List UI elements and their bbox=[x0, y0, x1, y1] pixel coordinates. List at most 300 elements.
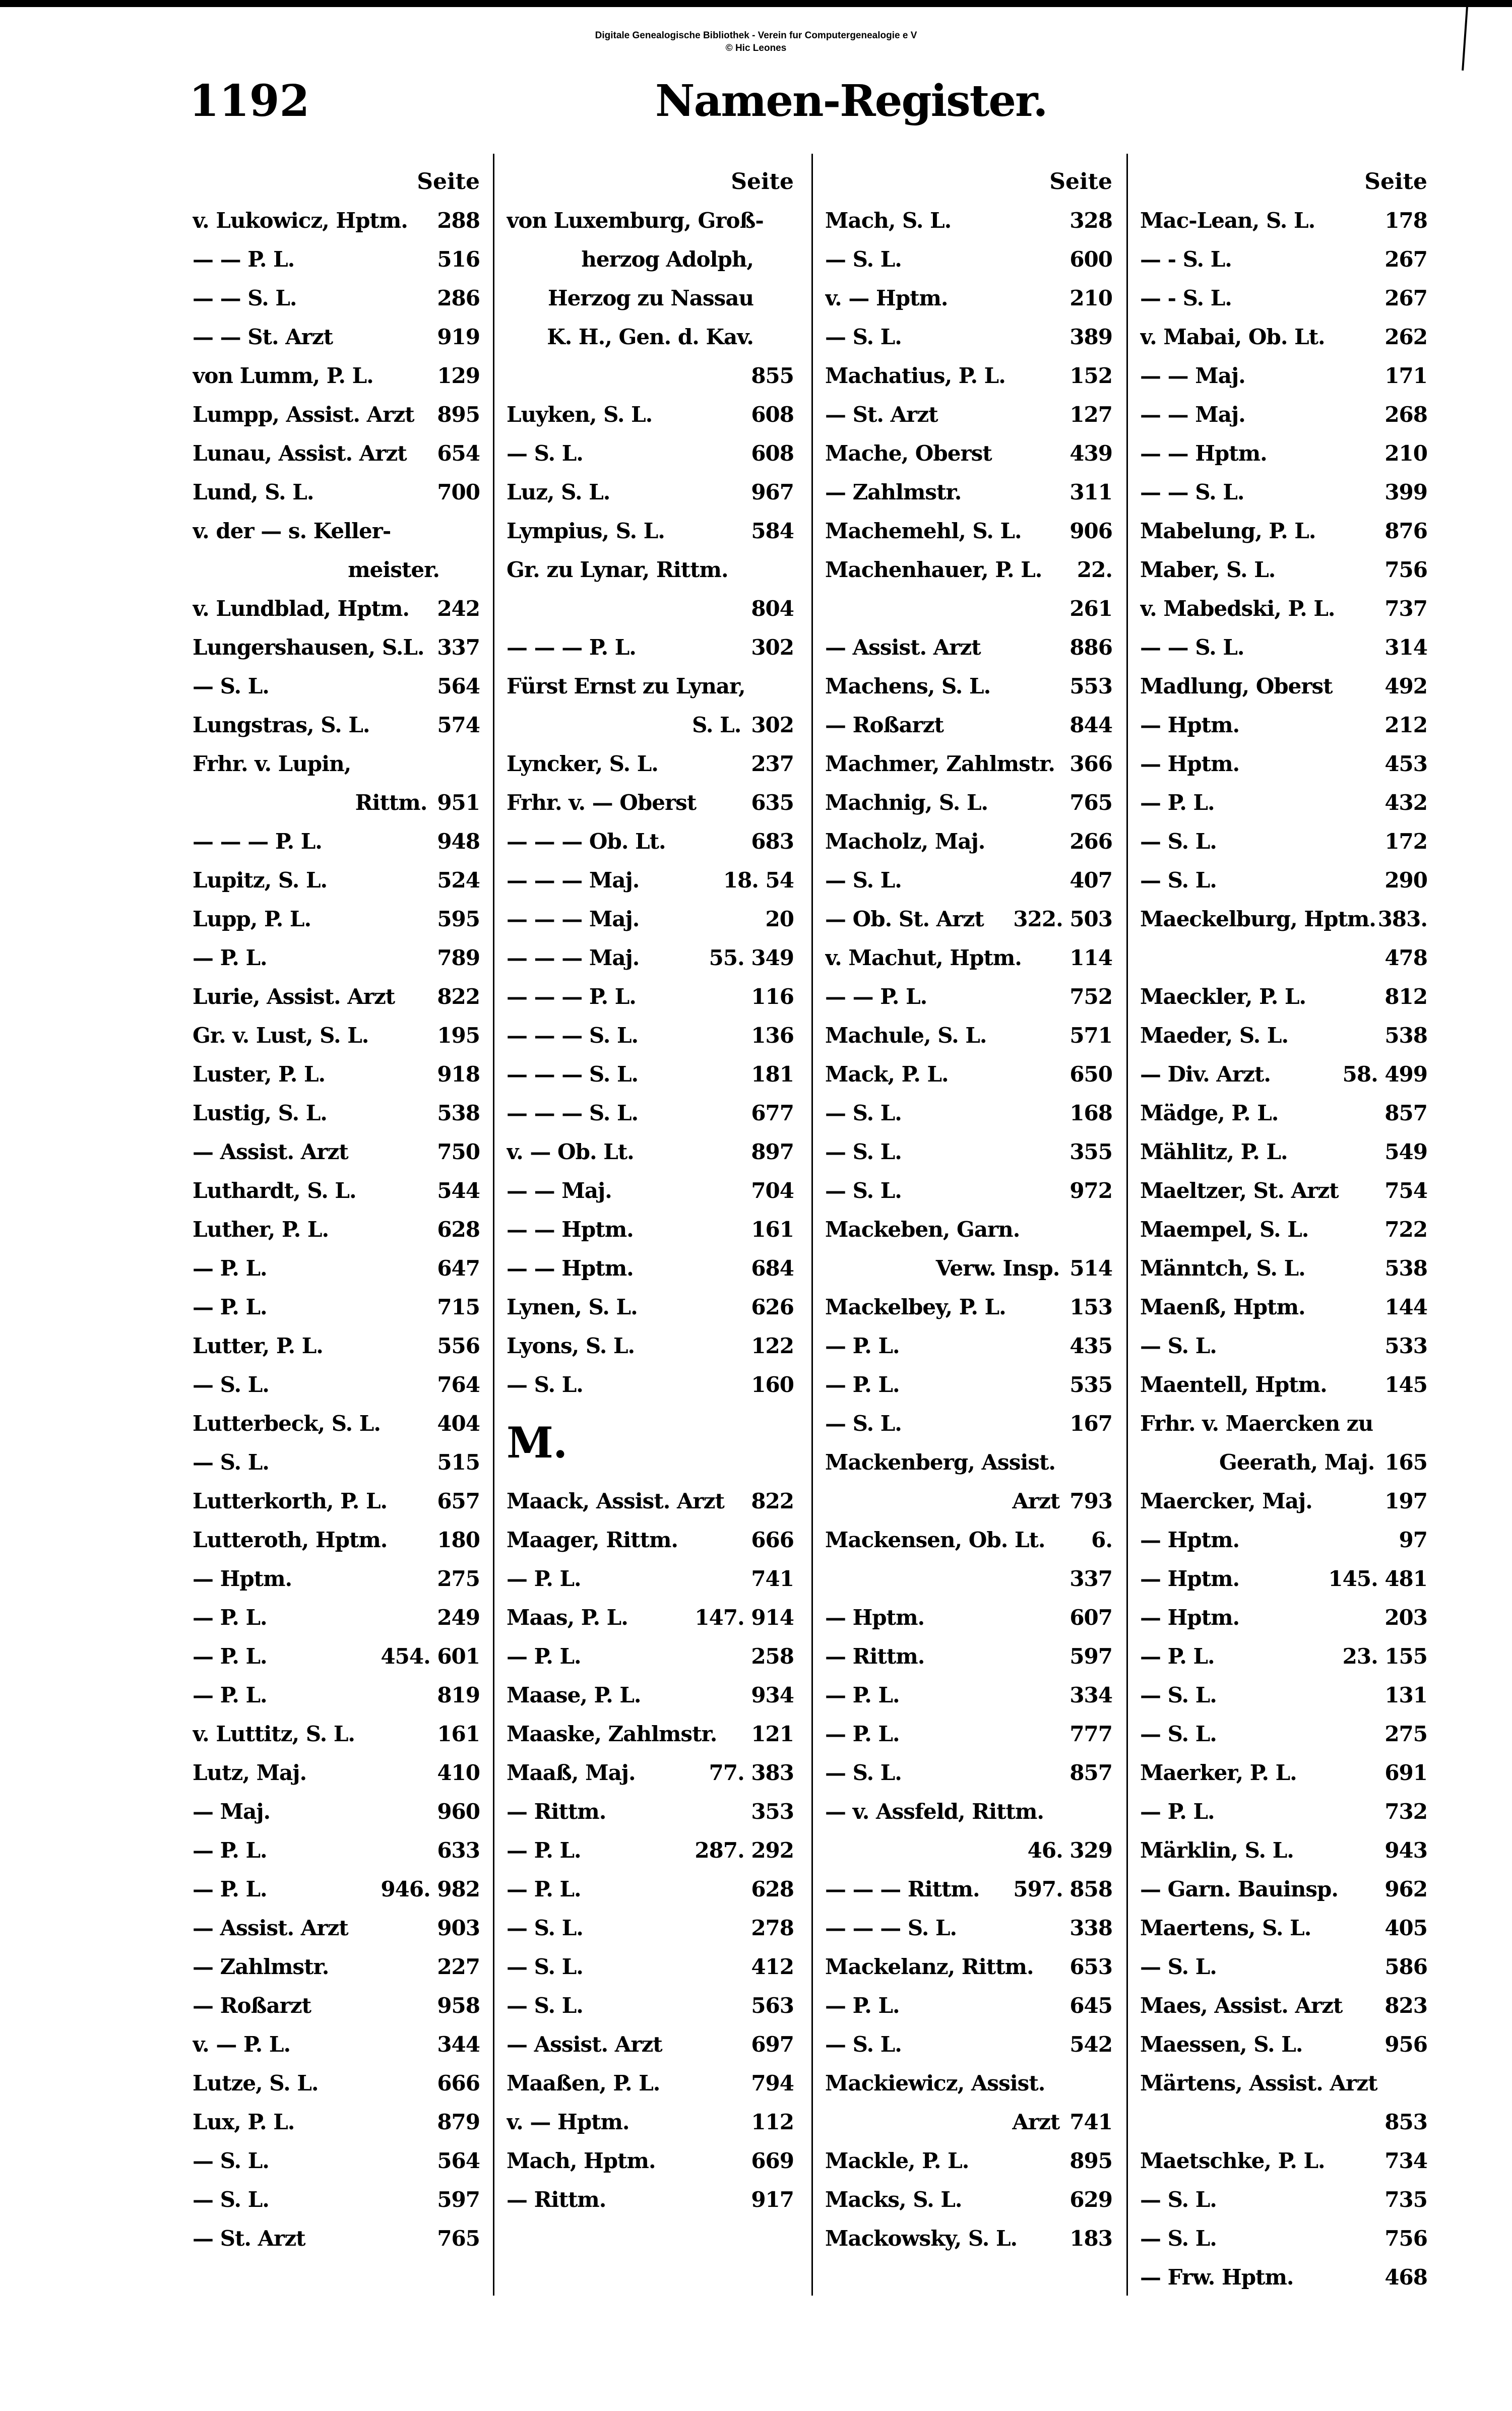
entry-page: 608 bbox=[751, 402, 794, 427]
index-entry-continuation bbox=[825, 2103, 1112, 2141]
entry-name: — Hptm. bbox=[1140, 713, 1240, 737]
entry-page: 275 bbox=[1384, 1722, 1427, 1746]
entry-page: 178 bbox=[1384, 208, 1427, 233]
index-entry bbox=[825, 2180, 1112, 2219]
entry-page: 6. bbox=[1091, 1528, 1112, 1552]
entry-page bbox=[1082, 2064, 1112, 2103]
entry-page bbox=[764, 318, 794, 356]
index-entry bbox=[825, 279, 1112, 318]
entry-name: v. — Hptm. bbox=[507, 2110, 629, 2134]
entry-name: von Luxemburg, Groß- bbox=[507, 208, 764, 233]
entry-name bbox=[507, 356, 751, 395]
entry-name: Lutterkorth, P. L. bbox=[193, 1489, 388, 1513]
entry-page bbox=[764, 667, 794, 706]
entry-name: — P. L. bbox=[193, 945, 267, 970]
entry-name: Macks, S. L. bbox=[825, 2187, 962, 2212]
index-entry bbox=[193, 2064, 480, 2103]
index-entry bbox=[507, 667, 794, 706]
entry-name: — P. L. bbox=[193, 1644, 267, 1669]
entry-name: S. L. bbox=[692, 713, 741, 737]
entry-page bbox=[764, 201, 794, 240]
entry-page: 136 bbox=[751, 1023, 794, 1048]
entry-name: Maaßen, P. L. bbox=[507, 2071, 660, 2096]
entry-page: 290 bbox=[1384, 868, 1427, 893]
entry-name: Maempel, S. L. bbox=[1140, 1217, 1309, 1242]
entry-name: — — — P. L. bbox=[193, 829, 322, 854]
index-entry-continuation bbox=[507, 706, 794, 744]
index-entry bbox=[1140, 1249, 1427, 1288]
entry-page: 669 bbox=[751, 2148, 794, 2173]
entry-page: 23. 155 bbox=[1342, 1644, 1427, 1669]
entry-page: 897 bbox=[751, 1139, 794, 1164]
entry-page: 131 bbox=[1384, 1683, 1427, 1707]
entry-name: — P. L. bbox=[825, 1372, 900, 1397]
entry-name: Maes, Assist. Arzt bbox=[1140, 1993, 1343, 2018]
entry-page: 302 bbox=[751, 635, 794, 660]
index-entry bbox=[193, 240, 480, 279]
entry-name: — — — Rittm. bbox=[825, 1877, 980, 1901]
entry-name bbox=[1140, 938, 1384, 977]
index-entry-continuation bbox=[507, 240, 794, 279]
entry-page: 737 bbox=[1384, 596, 1427, 621]
entry-page: 597. 858 bbox=[1013, 1877, 1112, 1901]
entry-page: 857 bbox=[1069, 1760, 1112, 1785]
entry-name: Maetschke, P. L. bbox=[1140, 2148, 1325, 2173]
entry-name: — — Hptm. bbox=[1140, 441, 1267, 466]
entry-name: Maeckler, P. L. bbox=[1140, 984, 1306, 1009]
entry-page bbox=[764, 550, 794, 589]
index-entry bbox=[193, 512, 480, 550]
entry-name: Luthardt, S. L. bbox=[193, 1178, 356, 1203]
index-entry bbox=[825, 783, 1112, 822]
entry-name: Maber, S. L. bbox=[1140, 557, 1276, 582]
index-entry bbox=[1140, 1482, 1427, 1520]
index-entry bbox=[1140, 2219, 1427, 2258]
entry-name: — — S. L. bbox=[1140, 480, 1244, 504]
entry-name: Lupp, P. L. bbox=[193, 907, 311, 931]
index-entry bbox=[825, 201, 1112, 240]
entry-name: — P. L. bbox=[825, 1993, 900, 2018]
index-entry-continuation bbox=[825, 589, 1112, 628]
entry-page: 383. bbox=[1377, 907, 1427, 931]
entry-name: — Hptm. bbox=[1140, 1528, 1240, 1552]
entry-name: — S. L. bbox=[1140, 1683, 1217, 1707]
entry-page: 960 bbox=[437, 1799, 480, 1824]
entry-page: 597 bbox=[437, 2187, 480, 2212]
entry-name: — Maj. bbox=[193, 1799, 271, 1824]
entry-name: — S. L. bbox=[825, 325, 902, 349]
entry-name: Herzog zu Nassau bbox=[547, 286, 753, 310]
entry-name: — S. L. bbox=[1140, 2226, 1217, 2251]
index-entry bbox=[1140, 356, 1427, 395]
entry-page: 337 bbox=[1069, 1566, 1112, 1591]
page-number: 1192 bbox=[189, 76, 310, 126]
entry-name: — P. L. bbox=[1140, 790, 1215, 815]
entry-name: v. — Ob. Lt. bbox=[507, 1139, 634, 1164]
entry-page: 666 bbox=[437, 2071, 480, 2096]
entry-page: 160 bbox=[751, 1372, 794, 1397]
index-entry bbox=[825, 473, 1112, 512]
index-entry bbox=[193, 2025, 480, 2064]
entry-page: 468 bbox=[1384, 2265, 1427, 2290]
index-entry bbox=[193, 2180, 480, 2219]
entry-page: 181 bbox=[751, 1062, 794, 1087]
entry-page: 535 bbox=[1069, 1372, 1112, 1397]
entry-page: 571 bbox=[1069, 1023, 1112, 1048]
index-entry bbox=[1140, 279, 1427, 318]
index-entry bbox=[193, 1520, 480, 1559]
index-entry bbox=[825, 512, 1112, 550]
index-entry bbox=[825, 1404, 1112, 1443]
entry-name: — Garn. Bauinsp. bbox=[1140, 1877, 1338, 1901]
entry-page: 958 bbox=[437, 1993, 480, 2018]
entry-name: — S. L. bbox=[507, 1916, 583, 1940]
index-entry bbox=[1140, 822, 1427, 861]
index-entry bbox=[507, 1792, 794, 1831]
entry-page: 857 bbox=[1384, 1101, 1427, 1125]
entry-name: — — Maj. bbox=[507, 1178, 612, 1203]
index-entry bbox=[1140, 395, 1427, 434]
entry-page: 337 bbox=[437, 635, 480, 660]
entry-page: 412 bbox=[751, 1954, 794, 1979]
index-entry bbox=[825, 318, 1112, 356]
index-entry bbox=[1140, 589, 1427, 628]
entry-page: 114 bbox=[1069, 945, 1112, 970]
entry-name: — - S. L. bbox=[1140, 286, 1232, 310]
index-entry bbox=[507, 1909, 794, 1947]
entry-page bbox=[1397, 2064, 1427, 2103]
entry-page bbox=[1082, 1210, 1112, 1249]
entry-page: 628 bbox=[437, 1217, 480, 1242]
entry-name: Machmer, Zahlmstr. bbox=[825, 751, 1055, 776]
entry-page: 597 bbox=[1069, 1644, 1112, 1669]
entry-page bbox=[764, 240, 794, 279]
index-entry bbox=[1140, 1210, 1427, 1249]
index-entry bbox=[193, 1559, 480, 1598]
entry-page: 212 bbox=[1384, 713, 1427, 737]
entry-name: v. Lukowicz, Hptm. bbox=[193, 208, 408, 233]
index-entry bbox=[825, 1715, 1112, 1753]
index-entry bbox=[507, 1598, 794, 1637]
entry-name: Maertens, S. L. bbox=[1140, 1916, 1311, 1940]
entry-page: 853 bbox=[1384, 2110, 1427, 2134]
entry-name: Luz, S. L. bbox=[507, 480, 610, 504]
entry-page: 287. 292 bbox=[695, 1838, 794, 1863]
entry-page: 553 bbox=[1069, 674, 1112, 699]
index-entry-continuation bbox=[193, 550, 480, 589]
entry-name: — — P. L. bbox=[193, 247, 295, 272]
entry-page: 77. 383 bbox=[709, 1760, 794, 1785]
entry-page: 691 bbox=[1384, 1760, 1427, 1785]
entry-page: 629 bbox=[1069, 2187, 1112, 2212]
index-entry bbox=[193, 1753, 480, 1792]
entry-name: Geerath, Maj. bbox=[1219, 1450, 1375, 1475]
index-entry bbox=[1140, 1947, 1427, 1986]
index-entry bbox=[193, 861, 480, 900]
entry-page: 650 bbox=[1069, 1062, 1112, 1087]
index-entry bbox=[507, 900, 794, 938]
index-entry bbox=[193, 1909, 480, 1947]
entry-name: Lunau, Assist. Arzt bbox=[193, 441, 407, 466]
index-entry bbox=[507, 1016, 794, 1055]
entry-page: 934 bbox=[751, 1683, 794, 1707]
entry-page: 524 bbox=[437, 868, 480, 893]
entry-name: Maase, P. L. bbox=[507, 1683, 641, 1707]
entry-page bbox=[1397, 1404, 1427, 1443]
entry-name: Lutze, S. L. bbox=[193, 2071, 319, 2096]
entry-name: — Hptm. bbox=[1140, 1566, 1240, 1591]
entry-name: Luster, P. L. bbox=[193, 1062, 326, 1087]
entry-page: 478 bbox=[1384, 945, 1427, 970]
index-entry bbox=[1140, 318, 1427, 356]
index-entry bbox=[825, 706, 1112, 744]
index-entry bbox=[193, 1715, 480, 1753]
entry-page: 684 bbox=[751, 1256, 794, 1281]
entry-page: 777 bbox=[1069, 1722, 1112, 1746]
index-entry bbox=[193, 1171, 480, 1210]
index-entry-continuation bbox=[825, 1249, 1112, 1288]
entry-name: — — — P. L. bbox=[507, 635, 636, 660]
index-entry bbox=[193, 1986, 480, 2025]
index-entry bbox=[193, 1947, 480, 1986]
entry-name: Macholz, Maj. bbox=[825, 829, 985, 854]
index-entry bbox=[825, 1676, 1112, 1715]
entry-name: — P. L. bbox=[1140, 1799, 1215, 1824]
entry-page: 389 bbox=[1069, 325, 1112, 349]
section-letter-heading bbox=[507, 1404, 794, 1482]
entry-page bbox=[450, 744, 480, 783]
index-entry bbox=[507, 2064, 794, 2103]
index-entry bbox=[1140, 1598, 1427, 1637]
index-entry bbox=[507, 1288, 794, 1326]
entry-name: — S. L. bbox=[825, 1178, 902, 1203]
entry-name: — Assist. Arzt bbox=[193, 1139, 348, 1164]
entry-name: von Lumm, P. L. bbox=[193, 363, 373, 388]
entry-name: Maack, Assist. Arzt bbox=[507, 1489, 724, 1513]
entry-page: 268 bbox=[1384, 402, 1427, 427]
entry-page: 275 bbox=[437, 1566, 480, 1591]
index-entry bbox=[825, 1171, 1112, 1210]
entry-page: 112 bbox=[751, 2110, 794, 2134]
entry-name: Arzt bbox=[1012, 2110, 1060, 2134]
index-entry bbox=[507, 1094, 794, 1132]
index-entry bbox=[1140, 2141, 1427, 2180]
index-entry bbox=[507, 2180, 794, 2219]
entry-page: 278 bbox=[751, 1916, 794, 1940]
index-entry bbox=[507, 1559, 794, 1598]
index-entry bbox=[193, 822, 480, 861]
entry-name: — P. L. bbox=[193, 1683, 267, 1707]
entry-name: — S. L. bbox=[825, 2032, 902, 2057]
entry-name: — S. L. bbox=[825, 1101, 902, 1125]
entry-name: Maenß, Hptm. bbox=[1140, 1295, 1305, 1319]
entry-page: 258 bbox=[751, 1644, 794, 1669]
entry-page: 344 bbox=[437, 2032, 480, 2057]
index-entry bbox=[1140, 1055, 1427, 1094]
entry-page: 722 bbox=[1384, 1217, 1427, 1242]
entry-name bbox=[825, 589, 1069, 628]
entry-name: — Rittm. bbox=[507, 1799, 606, 1824]
entry-name: Gr. v. Lust, S. L. bbox=[193, 1023, 369, 1048]
entry-name: — Rittm. bbox=[825, 1644, 925, 1669]
index-entry bbox=[825, 2219, 1112, 2258]
index-entry bbox=[193, 1598, 480, 1637]
entry-name: — P. L. bbox=[507, 1566, 581, 1591]
entry-page: 144 bbox=[1384, 1295, 1427, 1319]
entry-page: 58. 499 bbox=[1342, 1062, 1427, 1087]
index-entry bbox=[1140, 1326, 1427, 1365]
entry-page: 666 bbox=[751, 1528, 794, 1552]
entry-name: — S. L. bbox=[1140, 1954, 1217, 1979]
entry-name bbox=[825, 1559, 1069, 1598]
entry-page: 147. 914 bbox=[695, 1605, 794, 1630]
entry-name: v. Mabai, Ob. Lt. bbox=[1140, 325, 1325, 349]
entry-page: 549 bbox=[1384, 1139, 1427, 1164]
entry-page: 18. 54 bbox=[723, 868, 794, 893]
entry-name: — P. L. bbox=[825, 1722, 900, 1746]
entry-page: 752 bbox=[1069, 984, 1112, 1009]
entry-page: 453 bbox=[1384, 751, 1427, 776]
entry-page: 161 bbox=[751, 1217, 794, 1242]
entry-page: 626 bbox=[751, 1295, 794, 1319]
entry-name: — St. Arzt bbox=[825, 402, 938, 427]
entry-page: 962 bbox=[1384, 1877, 1427, 1901]
entry-page: 948 bbox=[437, 829, 480, 854]
entry-name: — Hptm. bbox=[1140, 1605, 1240, 1630]
entry-page: 574 bbox=[437, 713, 480, 737]
index-entry bbox=[1140, 1288, 1427, 1326]
entry-page: 584 bbox=[751, 519, 794, 543]
entry-page: 972 bbox=[1069, 1178, 1112, 1203]
entry-page: 46. 329 bbox=[1027, 1838, 1112, 1863]
entry-page: 895 bbox=[437, 402, 480, 427]
index-entry bbox=[1140, 1094, 1427, 1132]
entry-name: v. der — s. Keller- bbox=[193, 519, 391, 543]
index-column-3 bbox=[825, 162, 1112, 2258]
index-entry bbox=[507, 1753, 794, 1792]
entry-page: 267 bbox=[1384, 286, 1427, 310]
seite-header: Seite bbox=[1364, 169, 1427, 195]
index-entry bbox=[1140, 900, 1427, 938]
index-entry bbox=[507, 1171, 794, 1210]
index-entry bbox=[507, 1676, 794, 1715]
entry-page: 657 bbox=[437, 1489, 480, 1513]
index-entry bbox=[193, 1249, 480, 1288]
entry-page: 741 bbox=[751, 1566, 794, 1591]
entry-name: — S. L. bbox=[825, 1411, 902, 1436]
entry-page: 756 bbox=[1384, 557, 1427, 582]
entry-page: 168 bbox=[1069, 1101, 1112, 1125]
entry-name: Mack, P. L. bbox=[825, 1062, 949, 1087]
index-entry bbox=[193, 434, 480, 473]
index-entry bbox=[193, 1288, 480, 1326]
entry-name: — P. L. bbox=[507, 1838, 581, 1863]
index-entry bbox=[1140, 201, 1427, 240]
entry-page: 454. 601 bbox=[381, 1644, 480, 1669]
entry-page: 242 bbox=[437, 596, 480, 621]
entry-name: Lutterbeck, S. L. bbox=[193, 1411, 381, 1436]
entry-name: — — — S. L. bbox=[507, 1062, 639, 1087]
entry-name: Frhr. v. — Oberst bbox=[507, 790, 697, 815]
entry-name: Mach, Hptm. bbox=[507, 2148, 656, 2173]
index-entry bbox=[193, 473, 480, 512]
entry-name: — Div. Arzt. bbox=[1140, 1062, 1271, 1087]
index-entry bbox=[825, 240, 1112, 279]
entry-name: — Rittm. bbox=[507, 2187, 606, 2212]
index-entry bbox=[1140, 1792, 1427, 1831]
entry-name: Mackelanz, Rittm. bbox=[825, 1954, 1034, 1979]
entry-name: — Frw. Hptm. bbox=[1140, 2265, 1294, 2290]
entry-name: Mackenberg, Assist. bbox=[825, 1450, 1055, 1475]
entry-page: 735 bbox=[1384, 2187, 1427, 2212]
index-entry bbox=[507, 1986, 794, 2025]
index-entry bbox=[193, 900, 480, 938]
entry-page: 355 bbox=[1069, 1139, 1112, 1164]
entry-page: 338 bbox=[1069, 1916, 1112, 1940]
index-entry bbox=[825, 1443, 1112, 1482]
index-entry bbox=[1140, 1909, 1427, 1947]
entry-page: 919 bbox=[437, 325, 480, 349]
index-entry bbox=[507, 1870, 794, 1909]
entry-name: Lyncker, S. L. bbox=[507, 751, 658, 776]
index-entry bbox=[193, 706, 480, 744]
entry-page: 167 bbox=[1069, 1411, 1112, 1436]
entry-page: 328 bbox=[1069, 208, 1112, 233]
entry-name: Mackle, P. L. bbox=[825, 2148, 969, 2173]
entry-name: — S. L. bbox=[193, 2148, 269, 2173]
entry-page: 765 bbox=[437, 2226, 480, 2251]
entry-name: Lux, P. L. bbox=[193, 2110, 295, 2134]
index-entry bbox=[1140, 1637, 1427, 1676]
index-entry bbox=[507, 2025, 794, 2064]
entry-page: 608 bbox=[751, 441, 794, 466]
entry-page: 586 bbox=[1384, 1954, 1427, 1979]
entry-page: 879 bbox=[437, 2110, 480, 2134]
entry-page: 647 bbox=[437, 1256, 480, 1281]
index-entry bbox=[507, 628, 794, 667]
watermark-line-2: © Hic Leones bbox=[725, 43, 787, 53]
seite-header: Seite bbox=[731, 169, 794, 195]
index-entry bbox=[193, 628, 480, 667]
entry-page: 635 bbox=[751, 790, 794, 815]
entry-name: Luther, P. L. bbox=[193, 1217, 329, 1242]
index-entry bbox=[825, 1986, 1112, 2025]
entry-name: — — P. L. bbox=[825, 984, 927, 1009]
index-entry bbox=[507, 1520, 794, 1559]
entry-page: 538 bbox=[1384, 1256, 1427, 1281]
entry-name: v. Machut, Hptm. bbox=[825, 945, 1022, 970]
index-entry bbox=[825, 356, 1112, 395]
entry-name: Luyken, S. L. bbox=[507, 402, 653, 427]
index-entry bbox=[507, 473, 794, 512]
index-entry bbox=[1140, 550, 1427, 589]
index-entry bbox=[825, 900, 1112, 938]
entry-page: 906 bbox=[1069, 519, 1112, 543]
entry-name: Maaske, Zahlmstr. bbox=[507, 1722, 717, 1746]
index-entry bbox=[507, 395, 794, 434]
entry-name: Mackensen, Ob. Lt. bbox=[825, 1528, 1045, 1552]
entry-page: 645 bbox=[1069, 1993, 1112, 2018]
index-entry bbox=[825, 1016, 1112, 1055]
index-entry bbox=[193, 1637, 480, 1676]
entry-name: Lungstras, S. L. bbox=[193, 713, 370, 737]
entry-page: 822 bbox=[751, 1489, 794, 1513]
entry-page: 237 bbox=[751, 751, 794, 776]
entry-page: 895 bbox=[1069, 2148, 1112, 2173]
entry-page: 789 bbox=[437, 945, 480, 970]
entry-page: 311 bbox=[1069, 480, 1112, 504]
entry-page: 399 bbox=[1384, 480, 1427, 504]
